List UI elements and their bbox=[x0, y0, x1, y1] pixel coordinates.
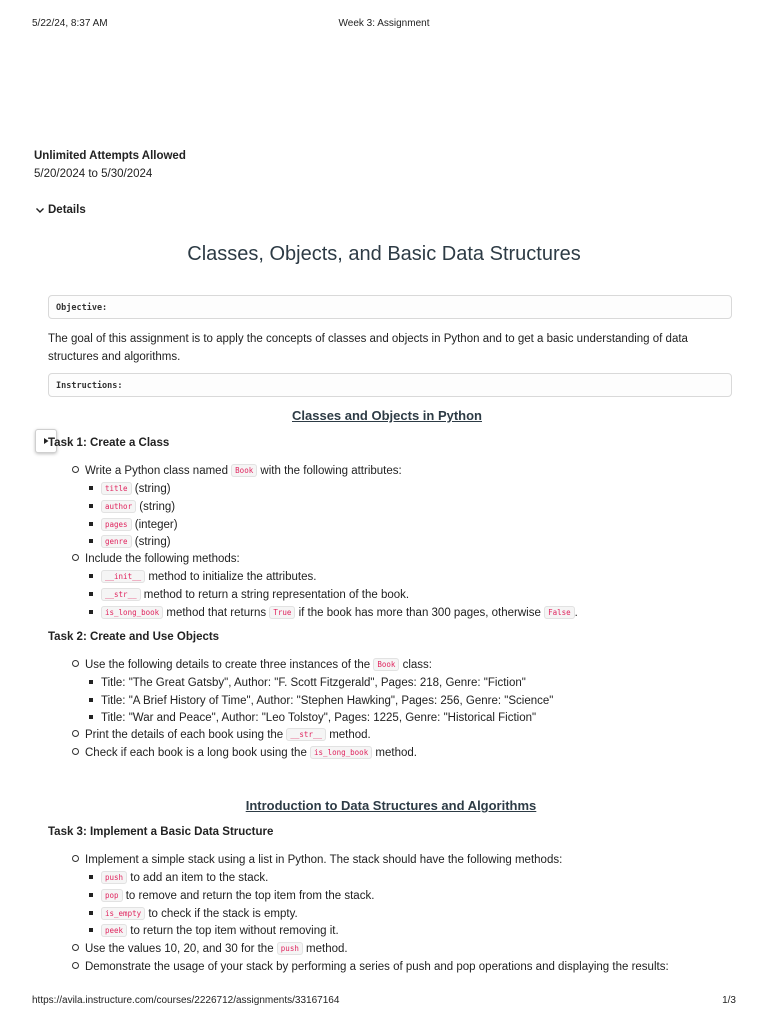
inline-code: __init__ bbox=[101, 570, 145, 583]
inline-code: True bbox=[269, 606, 295, 619]
list-item: Title: "War and Peace", Author: "Leo Tolstoy", Pages: 1225, Genre: "Historical Fiction" bbox=[89, 709, 536, 727]
print-footer bbox=[32, 995, 736, 1011]
details-label: Details bbox=[48, 204, 86, 216]
list-item: genre (string) bbox=[89, 533, 171, 551]
task3-heading: Task 3: Implement a Basic Data Structure bbox=[48, 826, 274, 838]
inline-code: title bbox=[101, 482, 132, 495]
inline-code: False bbox=[544, 606, 575, 619]
section-heading-classes: Classes and Objects in Python bbox=[292, 408, 482, 423]
square-bullet-icon bbox=[89, 504, 93, 508]
inline-code: push bbox=[101, 871, 127, 884]
circle-bullet-icon bbox=[72, 748, 79, 755]
list-item: Implement a simple stack using a list in Python. The stack should have the following methods: bbox=[72, 851, 562, 869]
circle-bullet-icon bbox=[72, 466, 79, 473]
list-item: push to add an item to the stack. bbox=[89, 869, 268, 887]
inline-code: __str__ bbox=[286, 728, 326, 741]
list-item: pages (integer) bbox=[89, 516, 178, 534]
task1-heading: Task 1: Create a Class bbox=[48, 437, 170, 449]
square-bullet-icon bbox=[89, 893, 93, 897]
square-bullet-icon bbox=[89, 911, 93, 915]
list-item: is_long_book method that returns True if the book has more than 300 pages, otherwise False . bbox=[89, 604, 578, 622]
list-item: peek to return the top item without removing it. bbox=[89, 922, 339, 940]
inline-code: push bbox=[277, 942, 303, 955]
square-bullet-icon bbox=[89, 522, 93, 526]
assignment-title: Classes, Objects, and Basic Data Structures bbox=[187, 243, 581, 266]
list-item: Print the details of each book using the __str__ method. bbox=[72, 726, 371, 744]
square-bullet-icon bbox=[89, 539, 93, 543]
inline-code: Book bbox=[373, 658, 399, 671]
list-item: Title: "The Great Gatsby", Author: "F. Scott Fitzgerald", Pages: 218, Genre: "Fiction" bbox=[89, 674, 526, 692]
inline-code: is_empty bbox=[101, 907, 145, 920]
instructions-box bbox=[48, 373, 732, 397]
list-item: is_empty to check if the stack is empty. bbox=[89, 905, 298, 923]
inline-code: is_long_book bbox=[310, 746, 372, 759]
circle-bullet-icon bbox=[72, 554, 79, 561]
list-item: Demonstrate the usage of your stack by performing a series of push and pop operations and displaying the results: bbox=[72, 958, 669, 976]
list-item: Include the following methods: bbox=[72, 550, 240, 568]
circle-bullet-icon bbox=[72, 660, 79, 667]
availability-dates: 5/20/2024 to 5/30/2024 bbox=[34, 168, 153, 180]
print-url: https://avila.instructure.com/courses/2226712/assignments/33167164 bbox=[32, 995, 340, 1006]
square-bullet-icon bbox=[89, 610, 93, 614]
list-item: author (string) bbox=[89, 498, 175, 516]
objective-label: Objective: bbox=[56, 303, 108, 313]
instructions-label: Instructions: bbox=[56, 381, 123, 391]
print-date: 5/22/24, 8:37 AM bbox=[32, 18, 108, 29]
inline-code: __str__ bbox=[101, 588, 141, 601]
inline-code: pop bbox=[101, 889, 123, 902]
circle-bullet-icon bbox=[72, 962, 79, 969]
square-bullet-icon bbox=[89, 486, 93, 490]
objective-box bbox=[48, 295, 732, 319]
list-item: title (string) bbox=[89, 480, 171, 498]
circle-bullet-icon bbox=[72, 855, 79, 862]
list-item: Use the following details to create three instances of the Book class: bbox=[72, 656, 432, 674]
section-heading-data-structures: Introduction to Data Structures and Algorithms bbox=[245, 798, 537, 813]
square-bullet-icon bbox=[89, 928, 93, 932]
list-item: __init__ method to initialize the attributes. bbox=[89, 568, 316, 586]
list-item: __str__ method to return a string representation of the book. bbox=[89, 586, 409, 604]
attempts-allowed: Unlimited Attempts Allowed bbox=[34, 150, 186, 162]
list-item: Title: "A Brief History of Time", Author: "Stephen Hawking", Pages: 256, Genre: "Science" bbox=[89, 692, 553, 710]
square-bullet-icon bbox=[89, 875, 93, 879]
details-toggle[interactable] bbox=[34, 204, 86, 216]
square-bullet-icon bbox=[89, 592, 93, 596]
inline-code: is_long_book bbox=[101, 606, 163, 619]
inline-code: author bbox=[101, 500, 136, 513]
task2-heading: Task 2: Create and Use Objects bbox=[48, 631, 220, 643]
square-bullet-icon bbox=[89, 698, 93, 702]
print-header bbox=[32, 18, 736, 34]
list-item: Check if each book is a long book using the is_long_book method. bbox=[72, 744, 417, 762]
inline-code: pages bbox=[101, 518, 132, 531]
list-item: pop to remove and return the top item from the stack. bbox=[89, 887, 374, 905]
square-bullet-icon bbox=[89, 574, 93, 578]
inline-code: Book bbox=[231, 464, 257, 477]
list-item: Write a Python class named Book with the following attributes: bbox=[72, 462, 402, 480]
circle-bullet-icon bbox=[72, 944, 79, 951]
print-page-title: Week 3: Assignment bbox=[338, 18, 430, 29]
square-bullet-icon bbox=[89, 715, 93, 719]
square-bullet-icon bbox=[89, 680, 93, 684]
inline-code: genre bbox=[101, 535, 132, 548]
circle-bullet-icon bbox=[72, 730, 79, 737]
chevron-down-icon bbox=[34, 204, 46, 216]
goal-paragraph: The goal of this assignment is to apply the concepts of classes and objects in Python and to get a basic understanding of data structures and algorithms. bbox=[48, 333, 688, 363]
inline-code: peek bbox=[101, 924, 127, 937]
page-number: 1/3 bbox=[722, 995, 736, 1006]
list-item: Use the values 10, 20, and 30 for the push method. bbox=[72, 940, 348, 958]
